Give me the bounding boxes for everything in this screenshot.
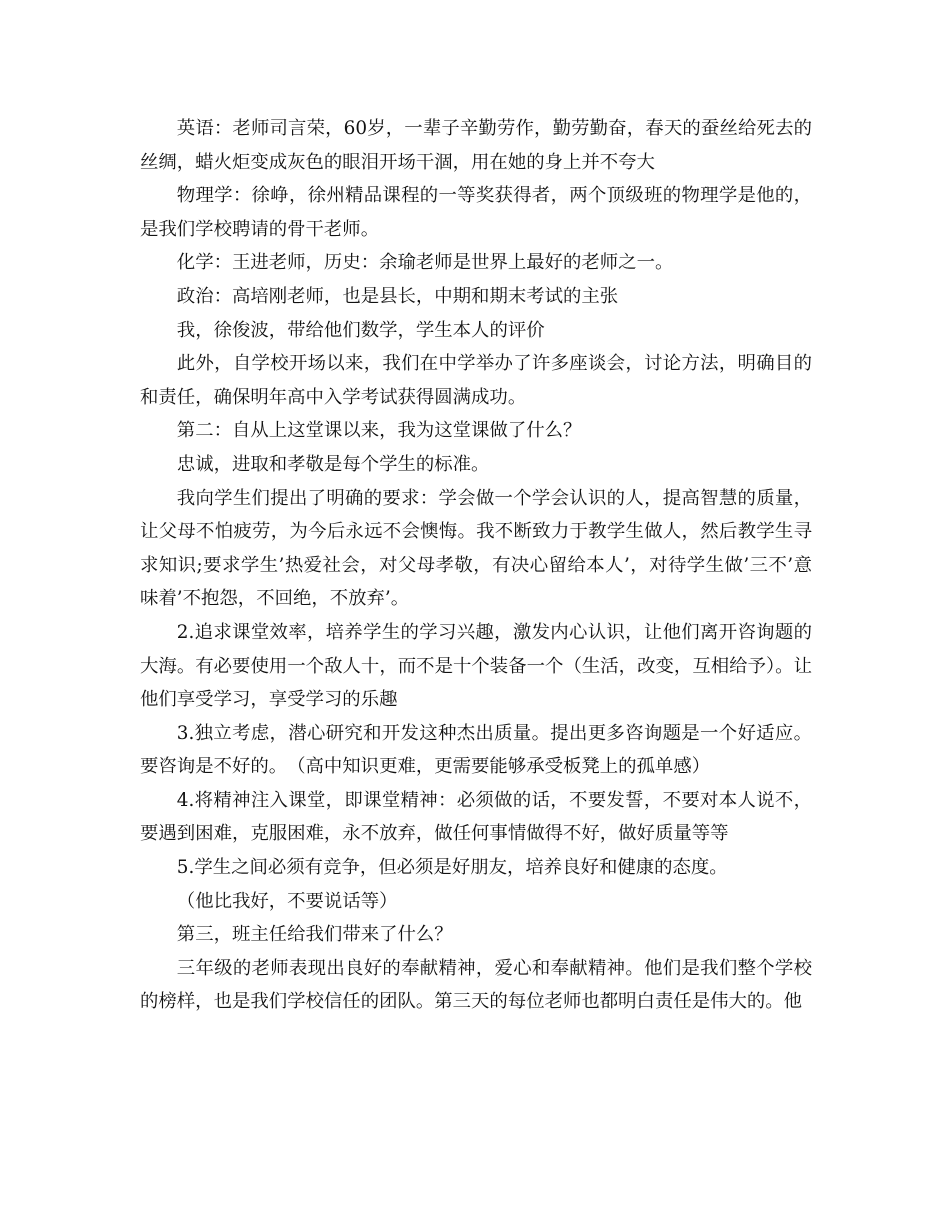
- paragraph-seminars: 此外，自学校开场以来，我们在中学举办了许多座谈会，讨论方法，明确目的和责任，确保明年高中入学考试获得圆满成功。: [140, 353, 812, 408]
- document-body: [140, 112, 812, 1019]
- paragraph-point-5: 5.学生之间必须有竞争，但必须是好朋友，培养良好和健康的态度。: [176, 857, 728, 879]
- paragraph-section-two-heading: 第二：自从上这堂课以来，我为这堂课做了什么？: [176, 420, 582, 442]
- paragraph-point-5-note: （他比我好，不要说话等）: [176, 890, 398, 912]
- paragraph-requirements: 我向学生们提出了明确的要求：学会做一个学会认识的人，提高智慧的质量，让父母不怕疲劳，为今后永远不会懊悔。我不断致力于教学生做人，然后教学生寻求知识;要求学生’热爱社会，对父母孝敬，有决心留给本人’，对待学生做’三不’意味着’不抱怨，不回绝，不放弃’。: [140, 487, 812, 610]
- paragraph-point-2: 2.追求课堂效率，培养学生的学习兴趣，激发内心认识，让他们离开咨询题的大海。有必要使用一个敌人十，而不是十个装备一个（生活，改变，互相给予）。让他们享受学习，享受学习的乐趣: [140, 621, 812, 711]
- paragraph-section-three-heading: 第三，班主任给我们带来了什么？: [176, 924, 453, 946]
- paragraph-english-teacher: 英语：老师司言荣，60岁，一辈子辛勤劳作，勤劳勤奋，春天的蚕丝给死去的丝绸，蜡火炬变成灰色的眼泪开场干涸，用在她的身上并不夸大: [140, 118, 812, 173]
- paragraph-point-4: 4.将精神注入课堂，即课堂精神：必须做的话，不要发誓，不要对本人说不，要遇到困难，克服困难，永不放弃，做任何事情做得不好，做好质量等等: [140, 789, 812, 845]
- paragraph-student-standard: 忠诚，进取和孝敬是每个学生的标准。: [176, 453, 490, 475]
- paragraph-grade-three-teachers: 三年级的老师表现出良好的奉献精神，爱心和奉献精神。他们是我们整个学校的榜样，也是我们学校信任的团队。第三天的每位老师也都明白责任是伟大的。他: [140, 957, 812, 1013]
- paragraph-math-teacher: 我，徐俊波，带给他们数学，学生本人的评价: [176, 319, 545, 341]
- paragraph-politics-teacher: 政治：高培刚老师，也是县长，中期和期末考试的主张: [176, 285, 619, 307]
- paragraph-point-3: 3.独立考虑，潜心研究和开发这种杰出质量。提出更多咨询题是一个好适应。要咨询是不好的。 （高中知识更难，更需要能够承受板凳上的孤单感）: [140, 722, 812, 778]
- paragraph-chemistry-history: 化学：王进老师，历史：余瑜老师是世界上最好的老师之一。: [176, 252, 674, 274]
- paragraph-physics-teacher: 物理学：徐峥，徐州精品课程的一等奖获得者，两个顶级班的物理学是他的，是我们学校聘请的骨干老师。: [140, 185, 812, 240]
